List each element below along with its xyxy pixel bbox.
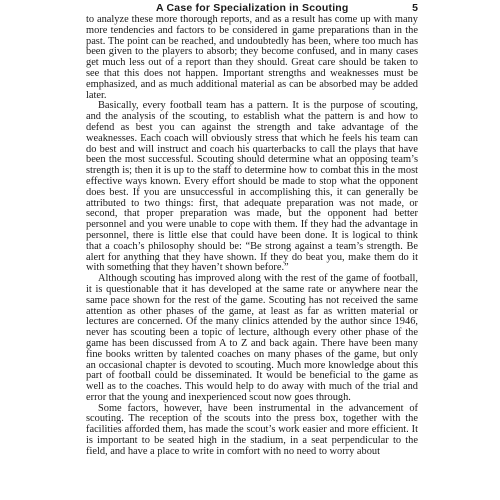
paragraph: Although scouting has improved along with the rest of the game of football, it is questionable that it has developed at the same rate or anywhere near the same pace shown for the rest of the game. Scouting has not received the same attention as other phases of the game, at least as far as written material or lectures are concerned. Of the many clinics attended by the author since 1946, never has scouting been a topic of lecture, although every other phase of the game has been discussed from A to Z and back again. There have been many fine books written by talented coaches on many phases of the game, but only an occasional chapter is devoted to scouting. Much more knowledge about this part of football could be disseminated. It would be beneficial to the game as well as to the coaches. This would help to do away with much of the trial and error that the young and inexperienced scout now goes through.: [86, 273, 418, 403]
body-text: [86, 15, 418, 458]
paragraph: Basically, every football team has a pattern. It is the purpose of scouting, and the analysis of the scouting, to establish what the pattern is and how to defend as best you can against the strength and take advantage of the weaknesses. Each coach will obviously stress that which he feels his team can do best and will instruct and coach his quarterbacks to call the plays that have been the most successful. Scouting should determine what an opposing team’s strength is; then it is up to the staff to determine how to combat this in the most effective ways known. Every effort should be made to stop what the opponent does best. If you are unsuccessful in accomplishing this, it can generally be attributed to two things: first, that adequate preparation was not made, or second, that proper preparation was made, but the opponent had better personnel and you were unable to cope with them. If they had the advantage in personnel, there is little else that could have been done. It is logical to think that a coach’s philosophy should be: “Be strong against a team’s strength. Be alert for anything that they have shown. If they do beat you, make them do it with something that they haven’t shown before.”: [86, 100, 418, 274]
page-number: 5: [412, 2, 418, 14]
paragraph: Some factors, however, have been instrumental in the advancement of scouting. The reception of the scouts into the press box, together with the facilities afforded them, has made the scout’s work easier and more efficient. It is important to be seated high in the stadium, in a seat perpendicular to the field, and have a place to write in comfort with no need to worry about: [86, 402, 418, 457]
paragraph: to analyze these more thorough reports, and as a result has come up with many more tendencies and factors to be considered in game preparations than in the past. The point can be reached, and undoubtedly has been, where too much has been given to the players to absorb; they become confused, and in many cases get much less out of a report than they should. Great care should be taken to see that this does not happen. Important strengths and weaknesses must be emphasized, and as much additional material as can be absorbed may be added later.: [86, 14, 418, 101]
running-title: A Case for Specialization in Scouting: [156, 2, 349, 14]
